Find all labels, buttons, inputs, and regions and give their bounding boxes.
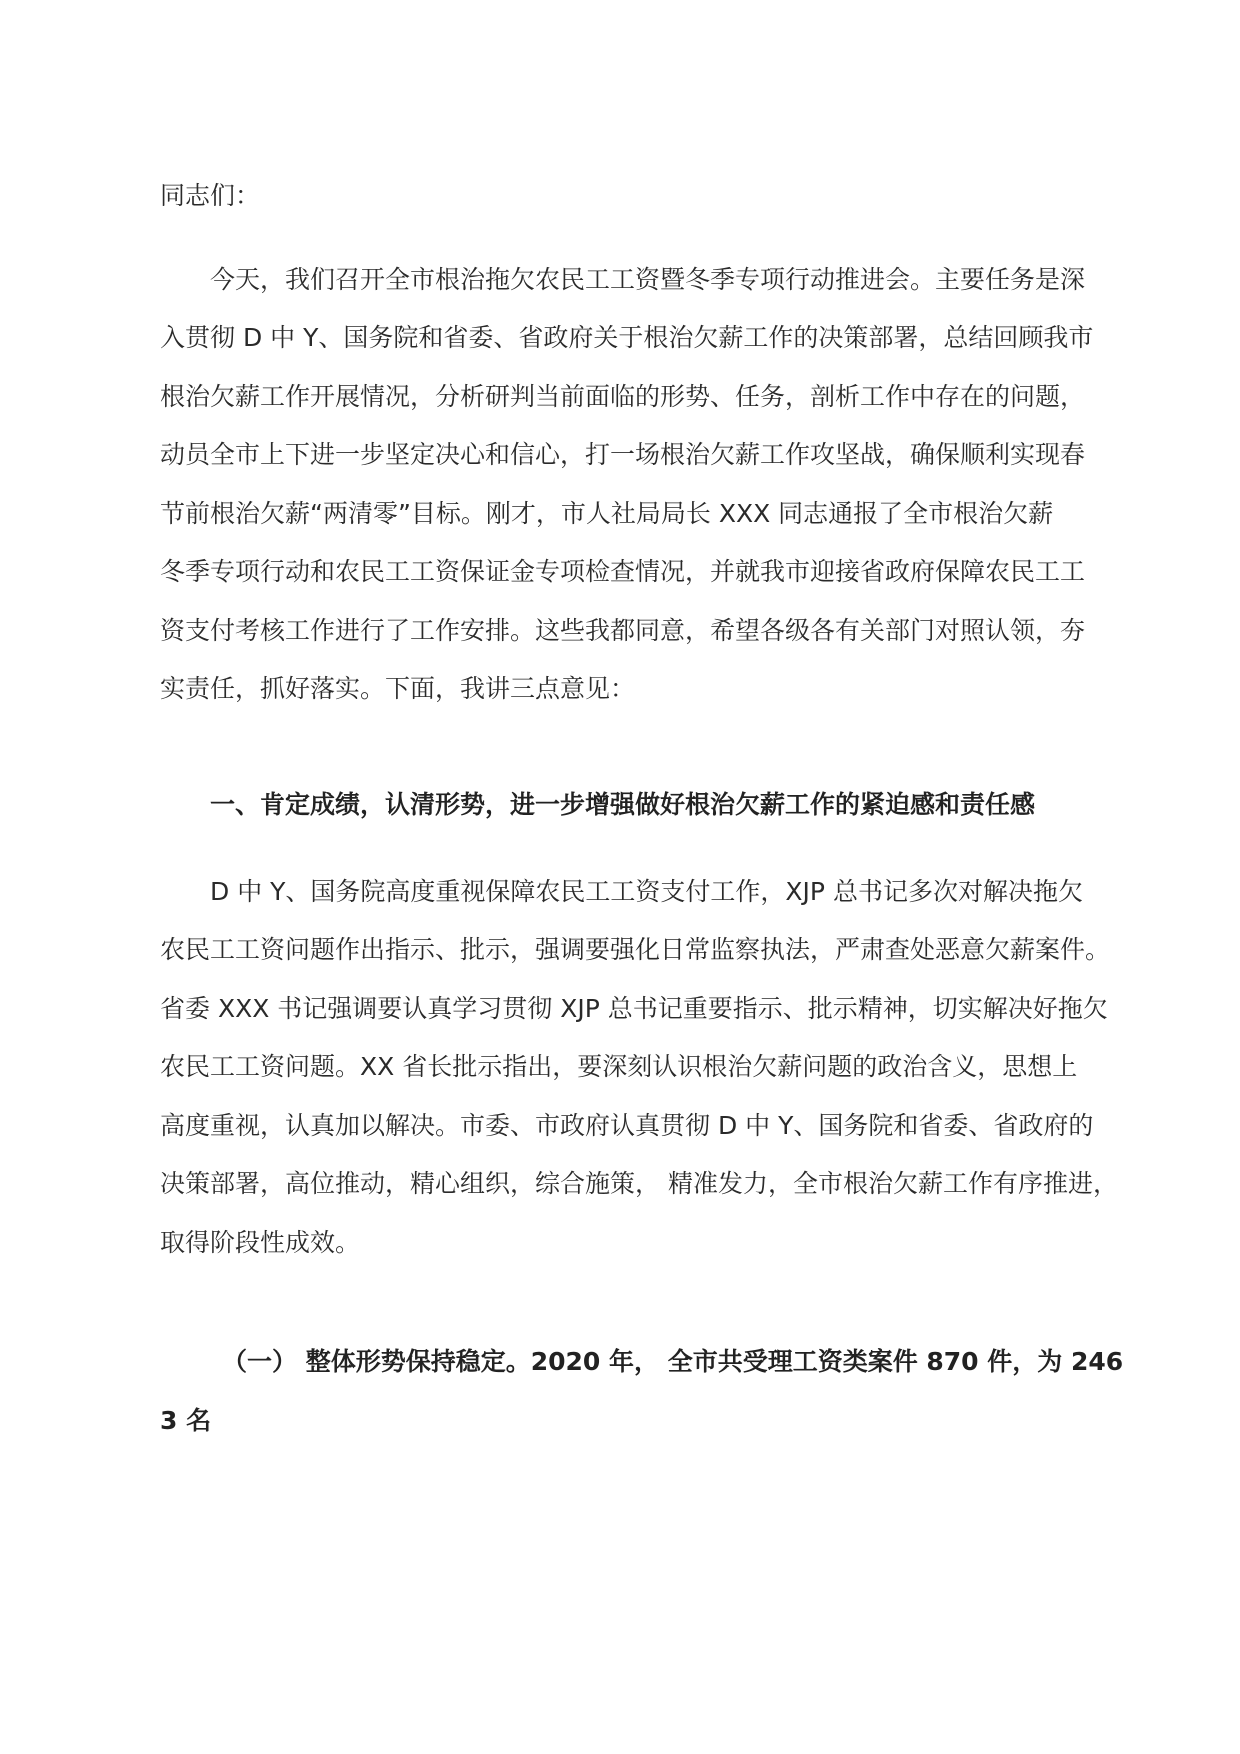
paragraph-line: 农民工工资问题。XX 省长批示指出，要深刻认识根治欠薪问题的政治含义，思想上 xyxy=(160,1052,1078,1081)
paragraph-line: 实责任，抓好落实。下面，我讲三点意见： xyxy=(160,674,636,703)
section-heading: 一、肯定成绩，认清形势，进一步增强做好根治欠薪工作的紧迫感和责任感 xyxy=(210,790,1036,819)
paragraph-line: 节前根治欠薪“两清零”目标。刚才，市人社局局长 XXX 同志通报了全市根治欠薪 xyxy=(160,499,1054,528)
paragraph-line: 高度重视，认真加以解决。市委、市政府认真贯彻 D 中 Y、国务院和省委、省政府的 xyxy=(160,1111,1094,1140)
subheading-line: （一） 整体形势保持稳定。2020 年， 全市共受理工资类案件 870 件，为 246 xyxy=(222,1347,1124,1376)
paragraph-line: 决策部署，高位推动，精心组织，综合施策， 精准发力，全市根治欠薪工作有序推进， xyxy=(160,1169,1118,1198)
paragraph-line: 根治欠薪工作开展情况，分析研判当前面临的形势、任务，剖析工作中存在的问题， xyxy=(160,382,1086,411)
greeting: 同志们： xyxy=(160,181,261,210)
paragraph-line: 动员全市上下进一步坚定决心和信心，打一场根治欠薪工作攻坚战，确保顺利实现春 xyxy=(160,440,1086,469)
subheading-line: 3 名 xyxy=(160,1406,212,1435)
paragraph-line: 资支付考核工作进行了工作安排。这些我都同意，希望各级各有关部门对照认领，夯 xyxy=(160,616,1086,645)
paragraph-line: 取得阶段性成效。 xyxy=(160,1228,361,1257)
paragraph-line: 入贯彻 D 中 Y、国务院和省委、省政府关于根治欠薪工作的决策部署，总结回顾我市 xyxy=(160,323,1094,352)
paragraph-line: 农民工工资问题作出指示、批示，强调要强化日常监察执法，严肃查处恶意欠薪案件。 xyxy=(160,935,1111,964)
paragraph-line: 冬季专项行动和农民工工资保证金专项检查情况，并就我市迎接省政府保障农民工工 xyxy=(160,557,1086,586)
paragraph-line: 今天，我们召开全市根治拖欠农民工工资暨冬季专项行动推进会。主要任务是深 xyxy=(210,265,1086,294)
paragraph-line: 省委 XXX 书记强调要认真学习贯彻 XJP 总书记重要指示、批示精神，切实解决好拖欠 xyxy=(160,994,1108,1023)
paragraph-line: D 中 Y、国务院高度重视保障农民工工资支付工作，XJP 总书记多次对解决拖欠 xyxy=(210,877,1083,906)
